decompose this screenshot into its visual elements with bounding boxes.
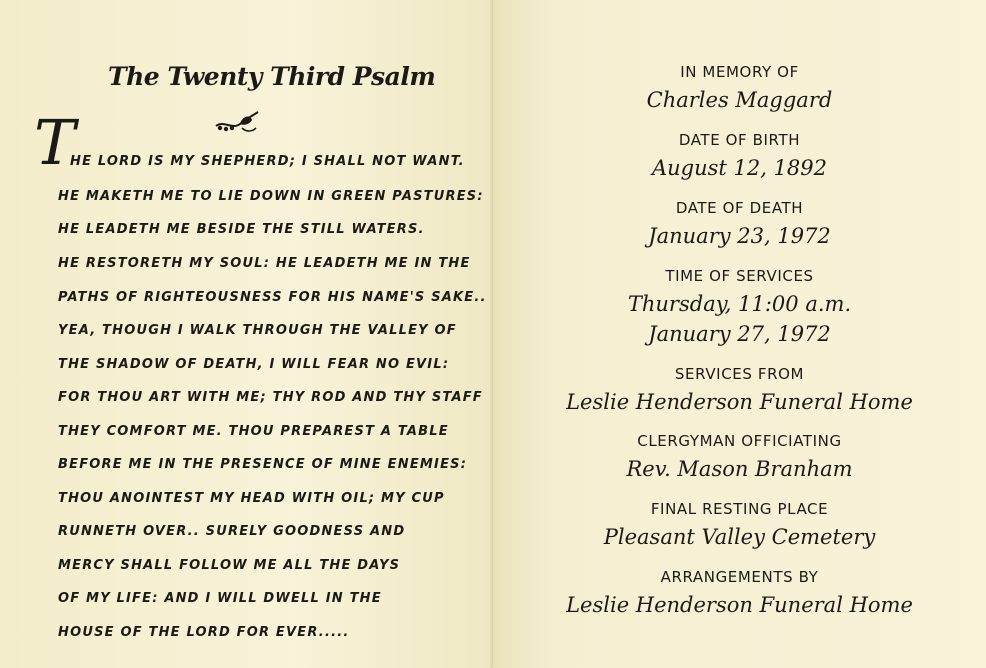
services-time-label: TIME OF SERVICES xyxy=(665,267,814,285)
services-from: Leslie Henderson Funeral Home xyxy=(566,390,913,414)
birth-label: DATE OF BIRTH xyxy=(678,131,801,149)
psalm-line: THE SHADOW OF DEATH, I WILL FEAR NO EVIL: xyxy=(58,357,450,372)
psalm-line: OF MY LIFE: AND I WILL DWELL IN THE xyxy=(58,591,382,606)
arrangements-by: Leslie Henderson Funeral Home xyxy=(566,593,913,617)
psalm-line: HE LEADETH ME BESIDE THE STILL WATERS. xyxy=(58,222,425,237)
psalm-line: HE LORD IS MY SHEPHERD; I SHALL NOT WANT. xyxy=(70,154,465,169)
services-from-label: SERVICES FROM xyxy=(674,365,805,383)
psalm-title: The Twenty Third Psalm xyxy=(108,62,436,91)
psalm-line: MERCY SHALL FOLLOW ME ALL THE DAYS xyxy=(58,558,401,573)
arrangements-label: ARRANGEMENTS BY xyxy=(660,568,819,586)
resting-place: Pleasant Valley Cemetery xyxy=(603,525,876,549)
clergyman-label: CLERGYMAN OFFICIATING xyxy=(637,432,842,450)
psalm-line: PATHS OF RIGHTEOUSNESS FOR HIS NAME'S SAKE.. xyxy=(58,290,487,305)
clergyman-name: Rev. Mason Branham xyxy=(626,457,853,481)
in-memory-label: IN MEMORY OF xyxy=(680,63,799,81)
deceased-name: Charles Maggard xyxy=(646,88,833,112)
resting-place-label: FINAL RESTING PLACE xyxy=(650,500,829,518)
psalm-line: HE MAKETH ME TO LIE DOWN IN GREEN PASTURES: xyxy=(58,189,484,204)
psalm-line: RUNNETH OVER.. SURELY GOODNESS AND xyxy=(58,524,406,539)
psalm-line: HE RESTORETH MY SOUL: HE LEADETH ME IN THE xyxy=(58,256,471,271)
psalm-line: BEFORE ME IN THE PRESENCE OF MINE ENEMIES: xyxy=(58,457,468,472)
services-date: January 27, 1972 xyxy=(648,322,831,346)
services-time: Thursday, 11:00 a.m. xyxy=(627,292,852,316)
psalm-line: HOUSE OF THE LORD FOR EVER..... xyxy=(58,625,350,640)
birth-date: August 12, 1892 xyxy=(651,156,828,180)
drop-cap: T xyxy=(34,106,76,179)
death-label: DATE OF DEATH xyxy=(675,199,804,217)
death-date: January 23, 1972 xyxy=(648,224,831,248)
memorial-page xyxy=(493,0,986,668)
flourish-ornament-icon xyxy=(212,106,264,136)
psalm-line: THOU ANOINTEST MY HEAD WITH OIL; MY CUP xyxy=(58,491,445,506)
psalm-line: FOR THOU ART WITH ME; THY ROD AND THY STAFF xyxy=(58,390,483,405)
psalm-line: YEA, THOUGH I WALK THROUGH THE VALLEY OF xyxy=(58,323,457,338)
psalm-line: THEY COMFORT ME. THOU PREPAREST A TABLE xyxy=(58,424,449,439)
